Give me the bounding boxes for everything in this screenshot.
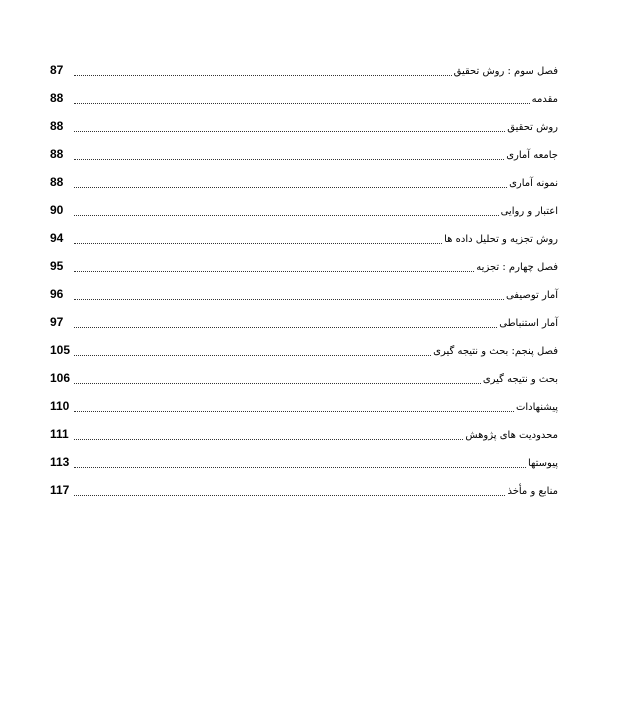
toc-page-number: 113 — [50, 455, 70, 469]
dot-leader — [74, 327, 497, 328]
toc-title: پیشنهادات — [515, 402, 558, 413]
toc-title: بحث و نتیجه گیری — [482, 374, 558, 385]
toc-entry — [50, 230, 558, 258]
toc-title: روش تجزیه و تحلیل داده ها — [444, 234, 558, 245]
toc-page-number: 117 — [50, 483, 70, 497]
toc-title: محدودیت های پژوهش — [465, 430, 558, 441]
dot-leader — [74, 131, 505, 132]
toc-title: منابع و مأخذ — [507, 486, 558, 497]
toc-page-number: 111 — [50, 427, 69, 441]
toc-entry — [50, 314, 558, 342]
toc-entry — [50, 258, 558, 286]
dot-leader — [74, 159, 504, 160]
toc-page-number: 97 — [50, 315, 64, 329]
toc-entry — [50, 426, 558, 454]
dot-leader — [74, 187, 507, 188]
toc-title: نمونه آماری — [509, 178, 558, 189]
dot-leader — [74, 467, 526, 468]
dot-leader — [74, 411, 514, 412]
toc-page-number: 90 — [50, 203, 64, 217]
dot-leader — [74, 355, 431, 356]
toc-title: آمار توصیفی — [505, 290, 558, 301]
toc-entry — [50, 454, 558, 482]
table-of-contents — [50, 62, 558, 510]
toc-title: پیوستها — [527, 458, 558, 469]
toc-entry — [50, 202, 558, 230]
dot-leader — [74, 271, 474, 272]
toc-entry — [50, 62, 558, 90]
dot-leader — [74, 75, 452, 76]
toc-entry — [50, 482, 558, 510]
toc-page-number: 96 — [50, 287, 64, 301]
toc-title: فصل چهارم : تجزیه — [476, 262, 558, 273]
dot-leader — [74, 243, 442, 244]
dot-leader — [74, 215, 499, 216]
toc-page-number: 95 — [50, 259, 64, 273]
toc-title: جامعه آماری — [506, 150, 558, 161]
toc-page-number: 110 — [50, 399, 70, 413]
toc-entry — [50, 286, 558, 314]
toc-entry — [50, 342, 558, 370]
toc-page-number: 105 — [50, 343, 71, 357]
toc-entry — [50, 90, 558, 118]
toc-page-number: 88 — [50, 91, 64, 105]
toc-page-number: 87 — [50, 63, 64, 77]
dot-leader — [74, 495, 505, 496]
toc-title: روش تحقیق — [507, 122, 558, 133]
toc-entry — [50, 146, 558, 174]
toc-title: اعتبار و روایی — [500, 206, 558, 217]
dot-leader — [74, 299, 504, 300]
toc-title: فصل سوم : روش تحقیق — [453, 66, 558, 77]
toc-title: آمار استنباطی — [499, 318, 558, 329]
toc-entry — [50, 370, 558, 398]
toc-page-number: 88 — [50, 147, 64, 161]
toc-page-number: 88 — [50, 119, 64, 133]
toc-title: فصل پنجم: بحث و نتیجه گیری — [433, 346, 558, 357]
toc-entry — [50, 174, 558, 202]
toc-entry — [50, 118, 558, 146]
toc-page-number: 94 — [50, 231, 64, 245]
toc-entry — [50, 398, 558, 426]
toc-page-number: 106 — [50, 371, 71, 385]
dot-leader — [74, 103, 530, 104]
toc-page-number: 88 — [50, 175, 64, 189]
toc-title: مقدمه — [531, 94, 558, 105]
dot-leader — [74, 439, 463, 440]
dot-leader — [74, 383, 481, 384]
